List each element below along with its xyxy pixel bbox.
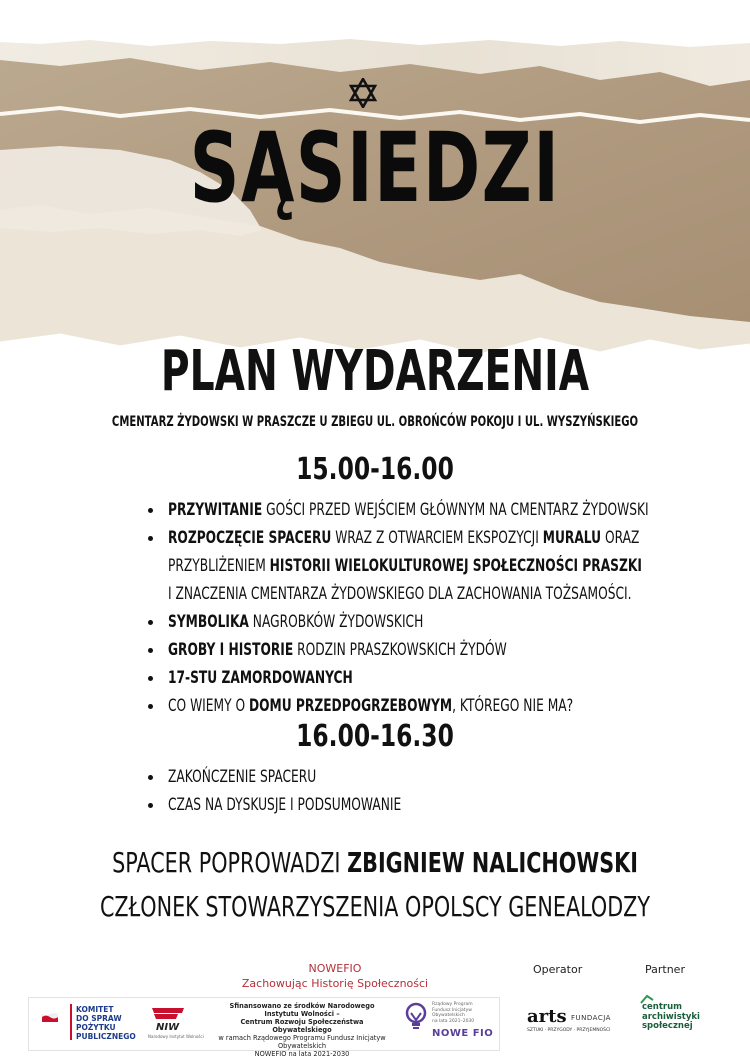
bullet-icon: [148, 803, 153, 808]
bullet-icon: [148, 676, 153, 681]
svg-text:NIW: NIW: [156, 1022, 180, 1032]
program-subtitle: Zachowując Historię Społeczności: [241, 977, 429, 990]
list-item: ZAKOŃCZENIE SPACERU: [150, 763, 750, 791]
list-item: GROBY I HISTORIE RODZIN PRASZKOWSKICH ŻYDÓW: [150, 636, 750, 664]
schedule-list-1: [150, 496, 750, 720]
event-location: CMENTARZ ŻYDOWSKI W PRASZCZE U ZBIEGU UL. OBROŃCÓW POKOJU I UL. WYSZYŃSKIEGO: [111, 414, 639, 430]
niw-mark-icon: [148, 1004, 188, 1032]
bulb-icon: [404, 1002, 428, 1032]
bullet-icon: [148, 704, 153, 709]
bullet-icon: [148, 620, 153, 625]
bullet-icon: [148, 775, 153, 780]
operator-label: Operator: [533, 963, 583, 976]
list-item: CO WIEMY O DOMU PRZEDPOGRZEBOWYM, KTÓREGO NIE MA?: [150, 692, 750, 720]
arts-foundation-logo: arts FUNDACJA SZTUKI · PRZYGODY · PRZYJEMNOŚCI: [527, 1006, 611, 1033]
star-of-david-icon: [349, 78, 377, 108]
niw-logo: NIW Narodowy Instytut Wolności: [148, 1004, 196, 1042]
time-slot-2: 16.00-16.30: [296, 719, 454, 754]
time-slot-1: 15.00-16.00: [296, 452, 454, 487]
bullet-icon: [148, 508, 153, 513]
logo-divider: [70, 1004, 72, 1040]
list-item-continuation: PRZYBLIŻENIEM HISTORII WIELOKULTUROWEJ SPOŁECZNOŚCI PRASZKI: [168, 556, 642, 576]
guide-line: SPACER POPROWADZI ZBIGNIEW NALICHOWSKI: [112, 846, 638, 879]
komitet-logo: KOMITET DO SPRAW POŻYTKU PUBLICZNEGO: [42, 1002, 134, 1046]
bullet-icon: [148, 648, 153, 653]
bullet-icon: [148, 536, 153, 541]
plan-heading: PLAN WYDARZENIA: [160, 339, 590, 404]
nowe-fio-logo: Rządowy Program Fundusz Inicjatyw Obywatelskich na lata 2021–2030 NOWE FIO: [404, 1002, 494, 1046]
centrum-archiwistyki-logo: centrum archiwistyki społecznej: [640, 994, 710, 1034]
list-item: PRZYWITANIE GOŚCI PRZED WEJŚCIEM GŁÓWNYM NA CMENTARZ ŻYDOWSKI: [150, 496, 750, 524]
page-title: SĄSIEDZI: [189, 112, 561, 224]
polish-flag-icon: [42, 1012, 58, 1022]
list-item: ROZPOCZĘCIE SPACERU WRAZ Z OTWARCIEM EKSPOZYCJI MURALU ORAZ: [150, 524, 750, 552]
schedule-list-2: [150, 763, 750, 819]
list-item: SYMBOLIKA NAGROBKÓW ŻYDOWSKICH: [150, 608, 750, 636]
partner-label: Partner: [645, 963, 685, 976]
list-item: CZAS NA DYSKUSJE I PODSUMOWANIE: [150, 791, 750, 819]
guide-role: CZŁONEK STOWARZYSZENIA OPOLSCY GENEALODZY: [99, 890, 651, 923]
program-name: NOWEFIO: [308, 962, 362, 975]
list-item: 17-STU ZAMORDOWANYCH: [150, 664, 750, 692]
list-item-continuation: I ZNACZENIA CMENTARZA ŻYDOWSKIEGO DLA ZACHOWANIA TOŻSAMOŚCI.: [168, 584, 632, 604]
funding-note: Sfinansowano ze środków Narodowego Instytutu Wolności – Centrum Rozwoju Społeczeństwa Obywatelskiego w ramach Rządowego Programu Fundusz Inicjatyw Obywatelskich NOWEFIO na lata 2021-2030: [218, 1002, 386, 1058]
